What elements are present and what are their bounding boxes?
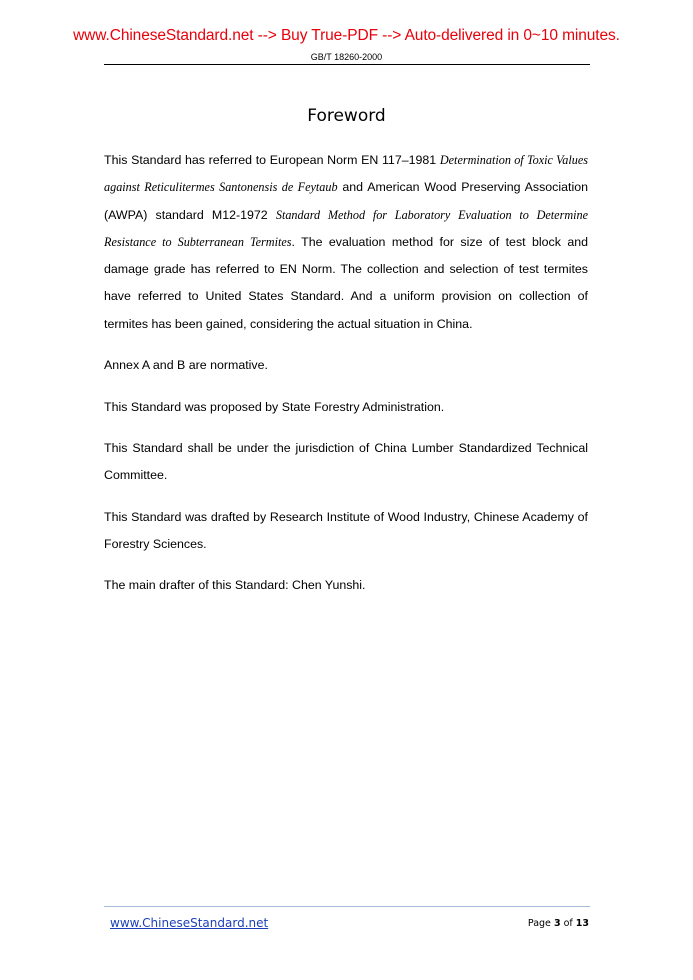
paragraph-proposed: This Standard was proposed by State Forestry Administration. <box>104 400 445 414</box>
page-of-label: of <box>560 918 576 929</box>
page-label: Page <box>527 918 554 929</box>
paragraph-text: . The evaluation method for size of test block and damage grade has referred to EN Norm. The collection and selection of test termites have referred to United States Standard. And a uniform provision on collection of termites has been gained, considering the actual situation in China. <box>104 234 588 331</box>
page-current: 3 <box>553 918 561 929</box>
referenced-title-en117: Determination of Toxic Values against Reticulitermes Santonensis de Feytaub <box>104 153 588 195</box>
footer-website-link[interactable]: www.ChineseStandard.net <box>110 916 269 930</box>
paragraph-drafted: This Standard was drafted by Research Institute of Wood Industry, Chinese Academy of Forestry Sciences. <box>104 510 588 552</box>
header-divider <box>104 64 590 65</box>
page-title: Foreword <box>307 106 386 126</box>
paragraph-text: This Standard has referred to European Norm EN 117–1981 <box>104 153 440 167</box>
page-total: 13 <box>575 918 589 929</box>
paragraph-text: and American Wood Preserving Association (AWPA) standard M12-1972 <box>104 180 588 222</box>
top-banner-link[interactable]: www.ChineseStandard.net --> Buy True-PDF --> Auto-delivered in 0~10 minutes. <box>73 27 620 44</box>
page-number <box>528 918 589 929</box>
paragraph-jurisdiction: This Standard shall be under the jurisdiction of China Lumber Standardized Technical Committee. <box>104 441 588 483</box>
footer-divider <box>104 906 590 907</box>
paragraph-references <box>104 147 588 338</box>
paragraph-annex: Annex A and B are normative. <box>104 358 268 372</box>
paragraph-drafter: The main drafter of this Standard: Chen Yunshi. <box>104 578 366 592</box>
standard-code: GB/T 18260-2000 <box>310 52 383 62</box>
referenced-title-awpa: Standard Method for Laboratory Evaluation to Determine Resistance to Subterranean Termites <box>104 207 589 249</box>
